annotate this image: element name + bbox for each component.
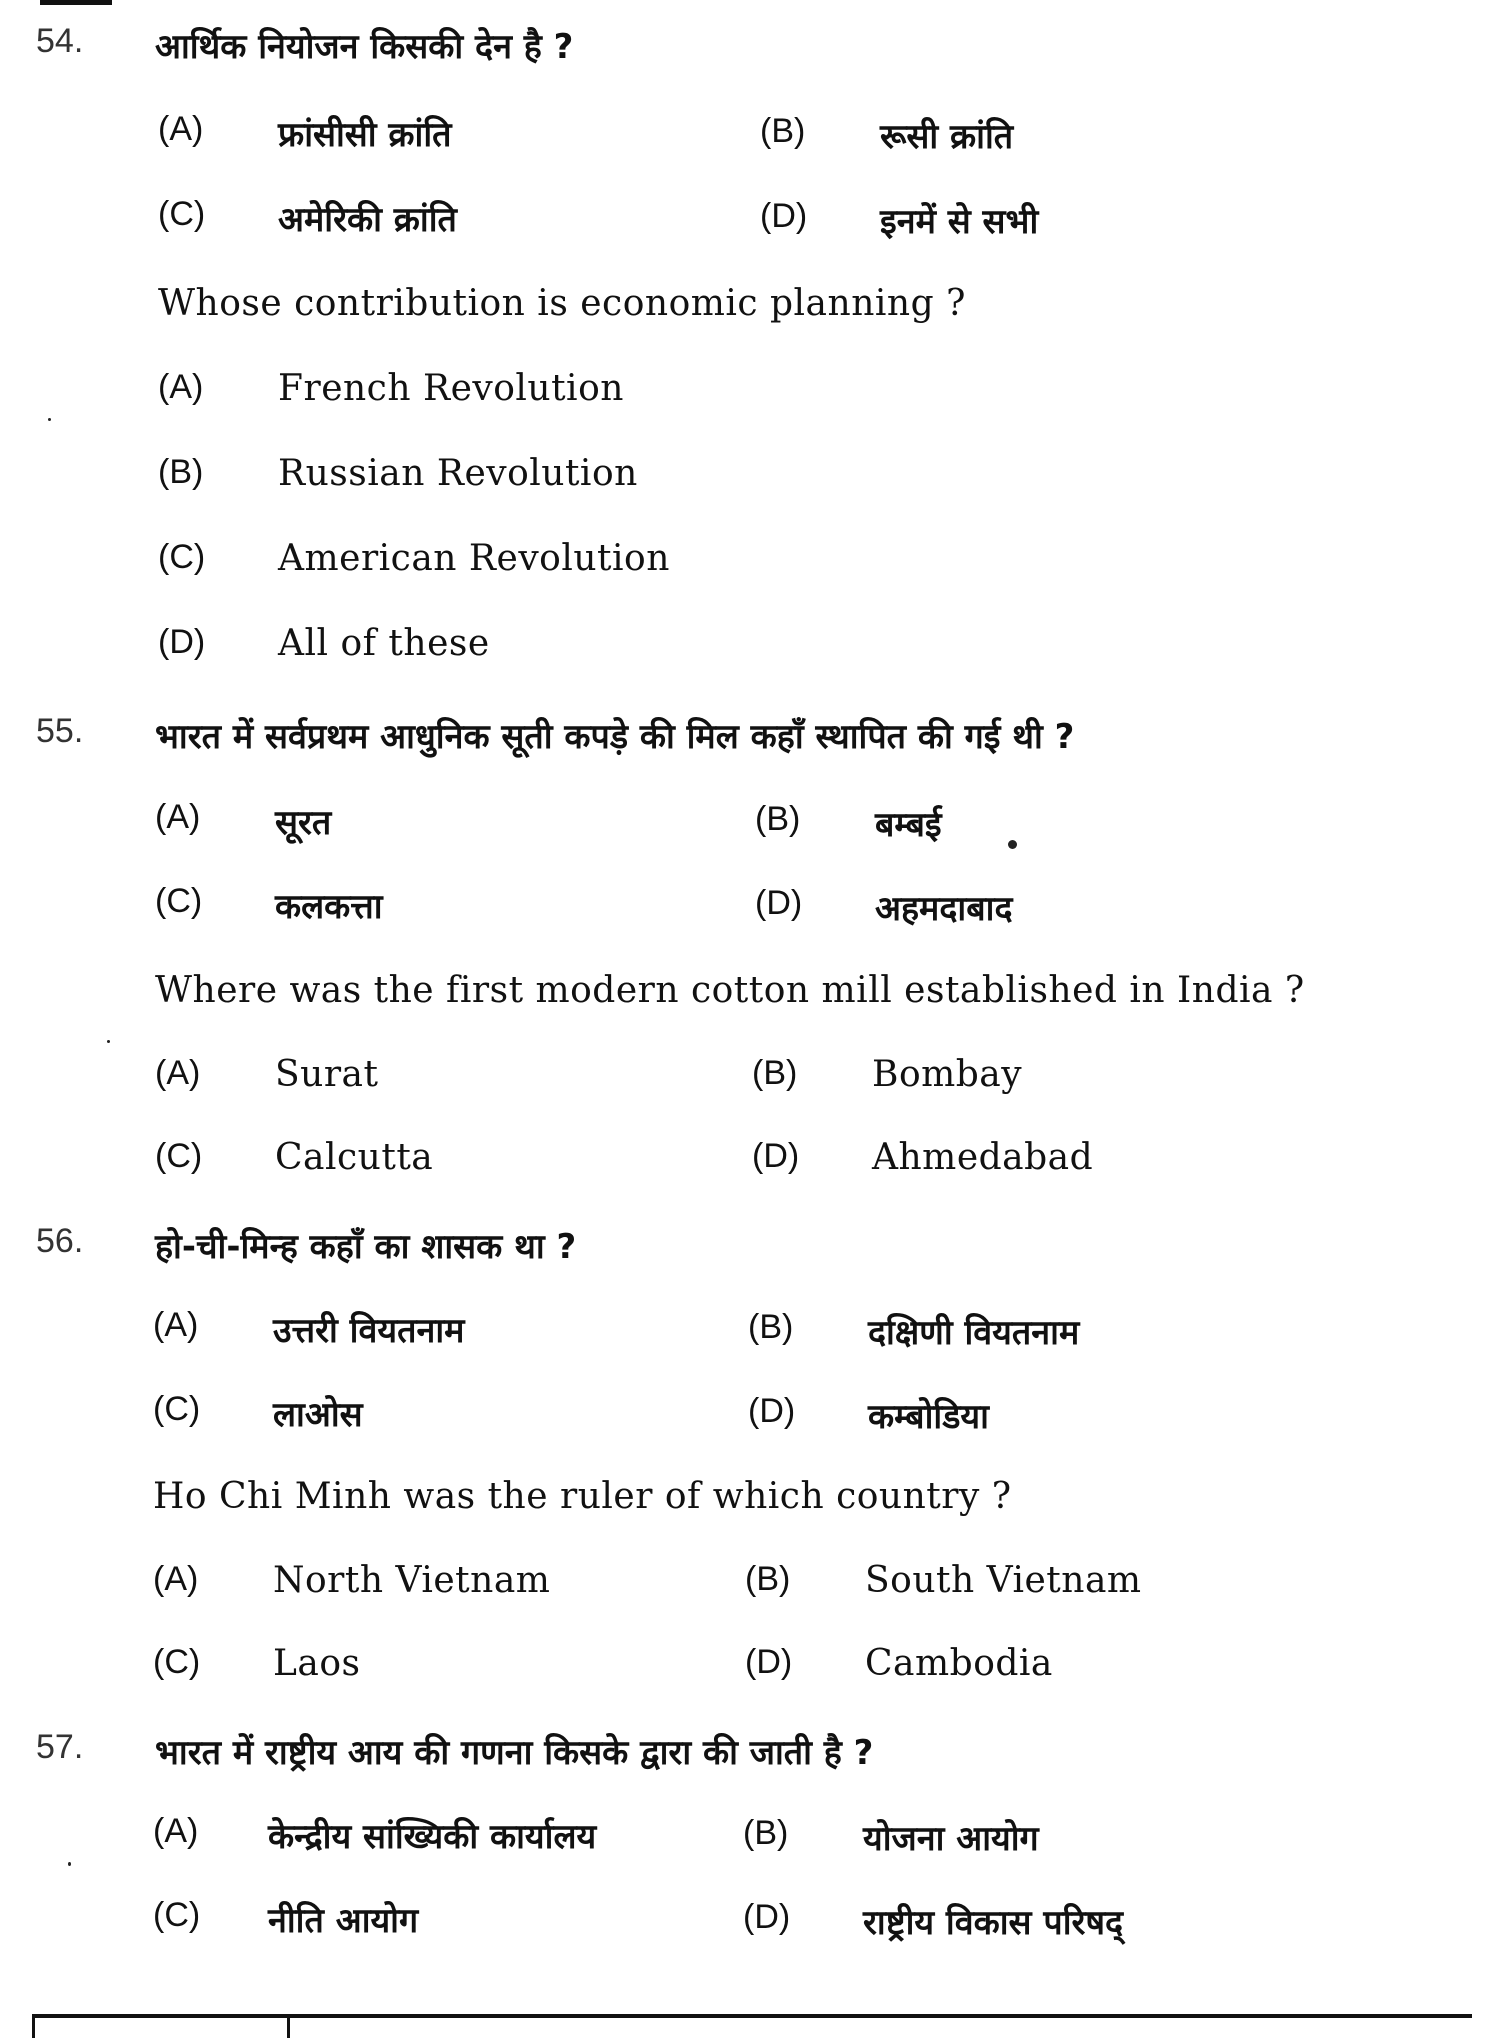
option-text: Laos [273, 1643, 361, 1684]
option-text: American Revolution [278, 538, 670, 579]
option-text: अमेरिकी क्रांति [278, 200, 457, 240]
option-label: (C) [155, 882, 203, 920]
option-label: (B) [745, 1560, 791, 1598]
option-label: (A) [155, 798, 201, 836]
question-number: 55. [36, 712, 84, 750]
option-text: इनमें से सभी [880, 202, 1039, 242]
option-text: दक्षिणी वियतनाम [868, 1313, 1080, 1353]
option-text: लाओस [273, 1395, 363, 1435]
question-number: 56. [36, 1222, 84, 1260]
question-text-hindi: भारत में सर्वप्रथम आधुनिक सूती कपड़े की मिल कहाँ स्थापित की गई थी ? [155, 717, 1075, 757]
option-text: Ahmedabad [872, 1137, 1094, 1178]
option-label: (A) [153, 1306, 199, 1344]
option-label: (D) [748, 1392, 796, 1430]
option-label: (D) [760, 197, 808, 235]
option-text: सूरत [275, 803, 332, 843]
option-text: योजना आयोग [863, 1819, 1039, 1859]
question-text-english: Where was the first modern cotton mill established in India ? [155, 970, 1305, 1011]
option-label: (C) [158, 538, 206, 576]
option-label: (B) [760, 112, 806, 150]
option-label: (C) [153, 1643, 201, 1681]
option-label: (C) [153, 1896, 201, 1934]
option-text: बम्बई [875, 805, 942, 845]
scan-speck [107, 1040, 110, 1043]
option-label: (C) [155, 1137, 203, 1175]
option-label: (A) [153, 1812, 199, 1850]
option-label: (D) [752, 1137, 800, 1175]
question-text-english: Whose contribution is economic planning ? [158, 283, 966, 324]
question-text-hindi: आर्थिक नियोजन किसकी देन है ? [155, 27, 574, 67]
option-text: All of these [278, 623, 490, 664]
question-number: 54. [36, 22, 84, 60]
option-label: (B) [748, 1308, 794, 1346]
question-number: 57. [36, 1728, 84, 1766]
option-label: (B) [743, 1814, 789, 1852]
option-text: नीति आयोग [268, 1901, 419, 1941]
option-label: (D) [755, 884, 803, 922]
option-text: Calcutta [275, 1137, 434, 1178]
scan-speck [48, 418, 51, 421]
option-text: North Vietnam [273, 1560, 551, 1601]
option-text: Surat [275, 1054, 379, 1095]
question-text-english: Ho Chi Minh was the ruler of which country ? [153, 1476, 1012, 1517]
option-text: केन्द्रीय सांख्यिकी कार्यालय [268, 1817, 597, 1857]
option-label: (A) [158, 110, 204, 148]
option-label: (B) [755, 800, 801, 838]
option-label: (D) [158, 623, 206, 661]
option-text: Bombay [872, 1054, 1023, 1095]
option-label: (A) [153, 1560, 199, 1598]
option-text: अहमदाबाद [875, 889, 1013, 929]
option-label: (A) [155, 1054, 201, 1092]
option-label: (B) [752, 1054, 798, 1092]
question-text-hindi: हो-ची-मिन्ह कहाँ का शासक था ? [155, 1227, 577, 1267]
option-label: (D) [743, 1898, 791, 1936]
option-label: (A) [158, 368, 204, 406]
option-text: रूसी क्रांति [880, 117, 1014, 157]
option-label: (C) [158, 195, 206, 233]
scan-speck [68, 1862, 71, 1866]
option-text: कलकत्ता [275, 887, 383, 927]
option-text: कम्बोडिया [868, 1397, 989, 1437]
scan-speck [1008, 840, 1017, 849]
option-text: Cambodia [865, 1643, 1053, 1684]
option-label: (D) [745, 1643, 793, 1681]
footer-code-box [32, 2016, 290, 2038]
option-text: फ्रांसीसी क्रांति [278, 115, 452, 155]
option-text: South Vietnam [865, 1560, 1142, 1601]
top-page-mark [40, 0, 112, 5]
option-text: उत्तरी वियतनाम [273, 1311, 465, 1351]
option-label: (B) [158, 453, 204, 491]
option-text: French Revolution [278, 368, 624, 409]
option-text: राष्ट्रीय विकास परिषद् [863, 1903, 1124, 1943]
option-label: (C) [153, 1390, 201, 1428]
question-text-hindi: भारत में राष्ट्रीय आय की गणना किसके द्वारा की जाती है ? [155, 1733, 874, 1773]
option-text: Russian Revolution [278, 453, 638, 494]
